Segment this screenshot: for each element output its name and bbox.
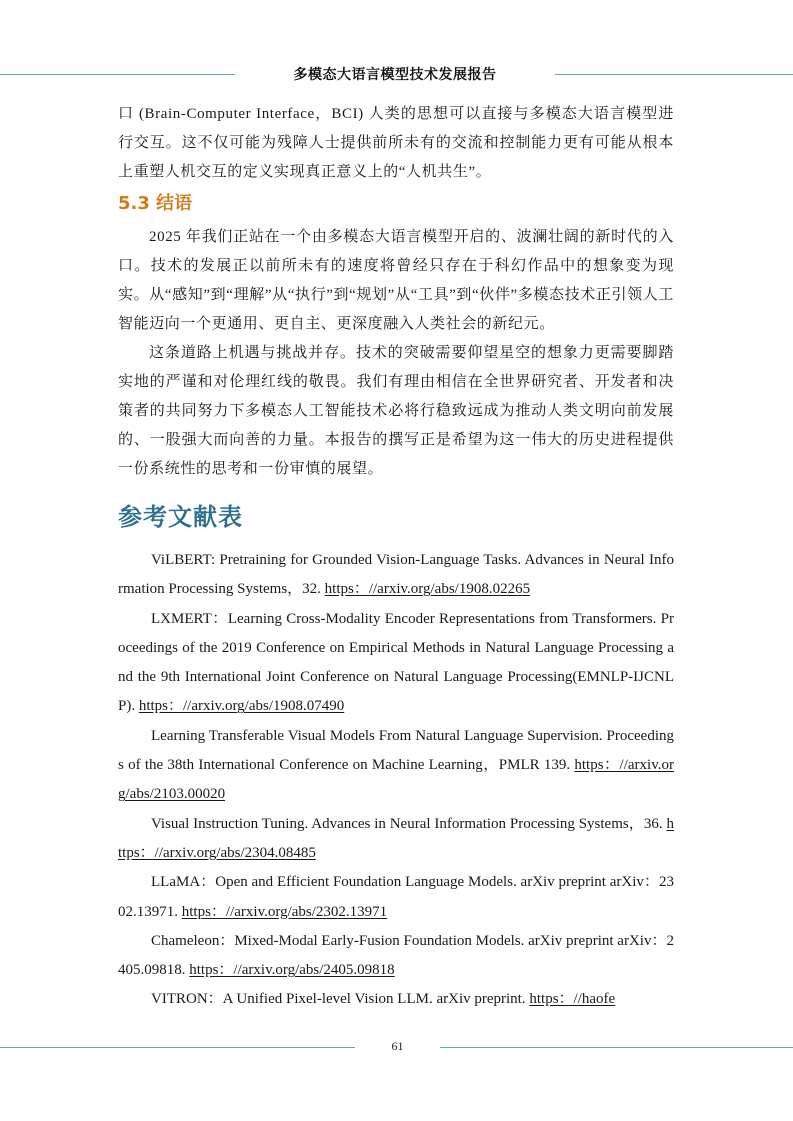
reference-text: Visual Instruction Tuning. Advances in Neural Information Processing Systems，36. (151, 815, 667, 832)
header-rule-left (0, 74, 235, 75)
references-heading: 参考文献表 (118, 502, 243, 531)
reference-item (118, 546, 674, 605)
reference-item (118, 722, 674, 810)
reference-item (118, 810, 674, 869)
reference-item (118, 868, 674, 927)
reference-link[interactable]: https：//haofe (529, 991, 616, 1008)
reference-link[interactable]: https：//arxiv.org/abs/2405.09818 (189, 962, 395, 979)
page-content (118, 100, 674, 1015)
reference-text: Chameleon：Mixed-Modal Early-Fusion Foundation Models. arXiv preprint arXiv：2405.09818. (118, 932, 674, 979)
reference-text: LLaMA：Open and Efficient Foundation Language Models. arXiv preprint arXiv：2302.13971. (118, 874, 674, 920)
reference-link[interactable]: https：//arxiv.org/abs/2302.13971 (181, 903, 388, 920)
reference-item (118, 927, 674, 986)
reference-text: ViLBERT: Pretraining for Grounded Vision-Language Tasks. Advances in Neural Information Processing Systems，32. (118, 552, 674, 598)
reference-link[interactable]: https：//arxiv.org/abs/1908.02265 (324, 581, 531, 598)
reference-link[interactable]: https：//arxiv.org/abs/2304.08485 (118, 815, 674, 861)
reference-link[interactable]: https：//arxiv.org/abs/1908.07490 (138, 698, 345, 715)
intro-paragraph: 口 (Brain-Computer Interface，BCI) 人类的思想可以直接与多模态大语言模型进行交互。这不仅可能为残障人士提供前所未有的交流和控制能力更有可能从根本上重塑人机交互的定义实现真正意义上的“人机共生”。 (118, 106, 674, 180)
section-heading: 5.3 结语 (118, 193, 193, 214)
reference-text: VITRON：A Unified Pixel-level Vision LLM. arXiv preprint. (151, 991, 530, 1008)
footer-rule-right (440, 1047, 793, 1048)
section-paragraph: 这条道路上机遇与挑战并存。技术的突破需要仰望星空的想象力更需要脚踏实地的严谨和对伦理红线的敬畏。我们有理由相信在全世界研究者、开发者和决策者的共同努力下多模态人工智能技术必将行稳致远成为推动人类文明向前发展的、一股强大而向善的力量。本报告的撰写正是希望为这一伟大的历史进程提供一份系统性的思考和一份审慎的展望。 (118, 345, 674, 477)
running-title: 多模态大语言模型技术发展报告 (293, 67, 497, 83)
reference-item (118, 605, 674, 722)
header-rule-right (555, 74, 793, 75)
reference-link[interactable]: https：//arxiv.org/abs/2103.00020 (118, 757, 674, 803)
reference-item (118, 985, 674, 1014)
page-number: 61 (391, 1039, 404, 1053)
footer-rule-left (0, 1047, 355, 1048)
reference-text: Learning Transferable Visual Models From Natural Language Supervision. Proceedings of the 38th International Conference on Machine Learning，PMLR 139. (118, 727, 674, 774)
section-paragraph: 2025 年我们正站在一个由多模态大语言模型开启的、波澜壮阔的新时代的入口。技术的发展正以前所未有的速度将曾经只存在于科幻作品中的想象变为现实。从“感知”到“理解”从“执行”到“规划”从“工具”到“伙伴”多模态技术正引领人工智能迈向一个更通用、更自主、更深度融入人类社会的新纪元。 (118, 229, 674, 332)
reference-text: LXMERT：Learning Cross-Modality Encoder Representations from Transformers. Proceedings of the 2019 Conference on Empirical Methods in Natural Language Processing and the 9th International Joint Conference on Natural Language Processing(EMNLP-IJCNLP). (118, 610, 674, 715)
